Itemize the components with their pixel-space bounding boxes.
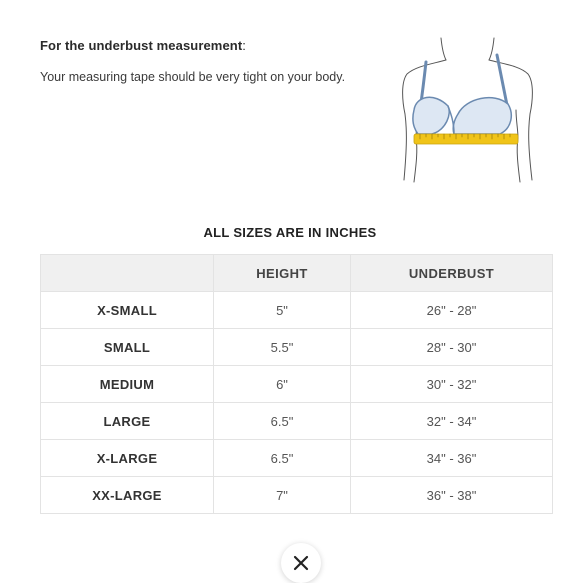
- underbust-value: 34" - 36": [351, 440, 553, 477]
- size-label: LARGE: [41, 403, 214, 440]
- column-header-underbust: UNDERBUST: [351, 255, 553, 292]
- table-row: [41, 440, 553, 477]
- close-button[interactable]: [281, 543, 321, 583]
- intro-heading: For the underbust measurement:: [40, 38, 246, 53]
- height-value: 6.5": [214, 440, 351, 477]
- size-chart-title: ALL SIZES ARE IN INCHES: [203, 225, 377, 240]
- height-value: 7": [214, 477, 351, 514]
- size-label: X-LARGE: [41, 440, 214, 477]
- size-label: X-SMALL: [41, 292, 214, 329]
- size-label: MEDIUM: [41, 366, 214, 403]
- underbust-value: 26" - 28": [351, 292, 553, 329]
- table-header-row: [41, 255, 553, 292]
- underbust-value: 28" - 30": [351, 329, 553, 366]
- intro-body: Your measuring tape should be very tight on your body.: [40, 70, 346, 84]
- height-value: 5.5": [214, 329, 351, 366]
- column-header-height: HEIGHT: [214, 255, 351, 292]
- table-row: [41, 403, 553, 440]
- column-header-size: [41, 255, 214, 292]
- underbust-value: 32" - 34": [351, 403, 553, 440]
- size-label: SMALL: [41, 329, 214, 366]
- height-value: 6": [214, 366, 351, 403]
- height-value: 6.5": [214, 403, 351, 440]
- close-icon: [293, 555, 309, 571]
- table-row: [41, 477, 553, 514]
- underbust-value: 30" - 32": [351, 366, 553, 403]
- size-label: XX-LARGE: [41, 477, 214, 514]
- bra-underbust-measuring-illustration: [396, 30, 544, 185]
- table-row: [41, 366, 553, 403]
- table-row: [41, 292, 553, 329]
- table-row: [41, 329, 553, 366]
- height-value: 5": [214, 292, 351, 329]
- intro-section: [40, 38, 370, 84]
- underbust-value: 36" - 38": [351, 477, 553, 514]
- size-chart-table: [40, 254, 553, 514]
